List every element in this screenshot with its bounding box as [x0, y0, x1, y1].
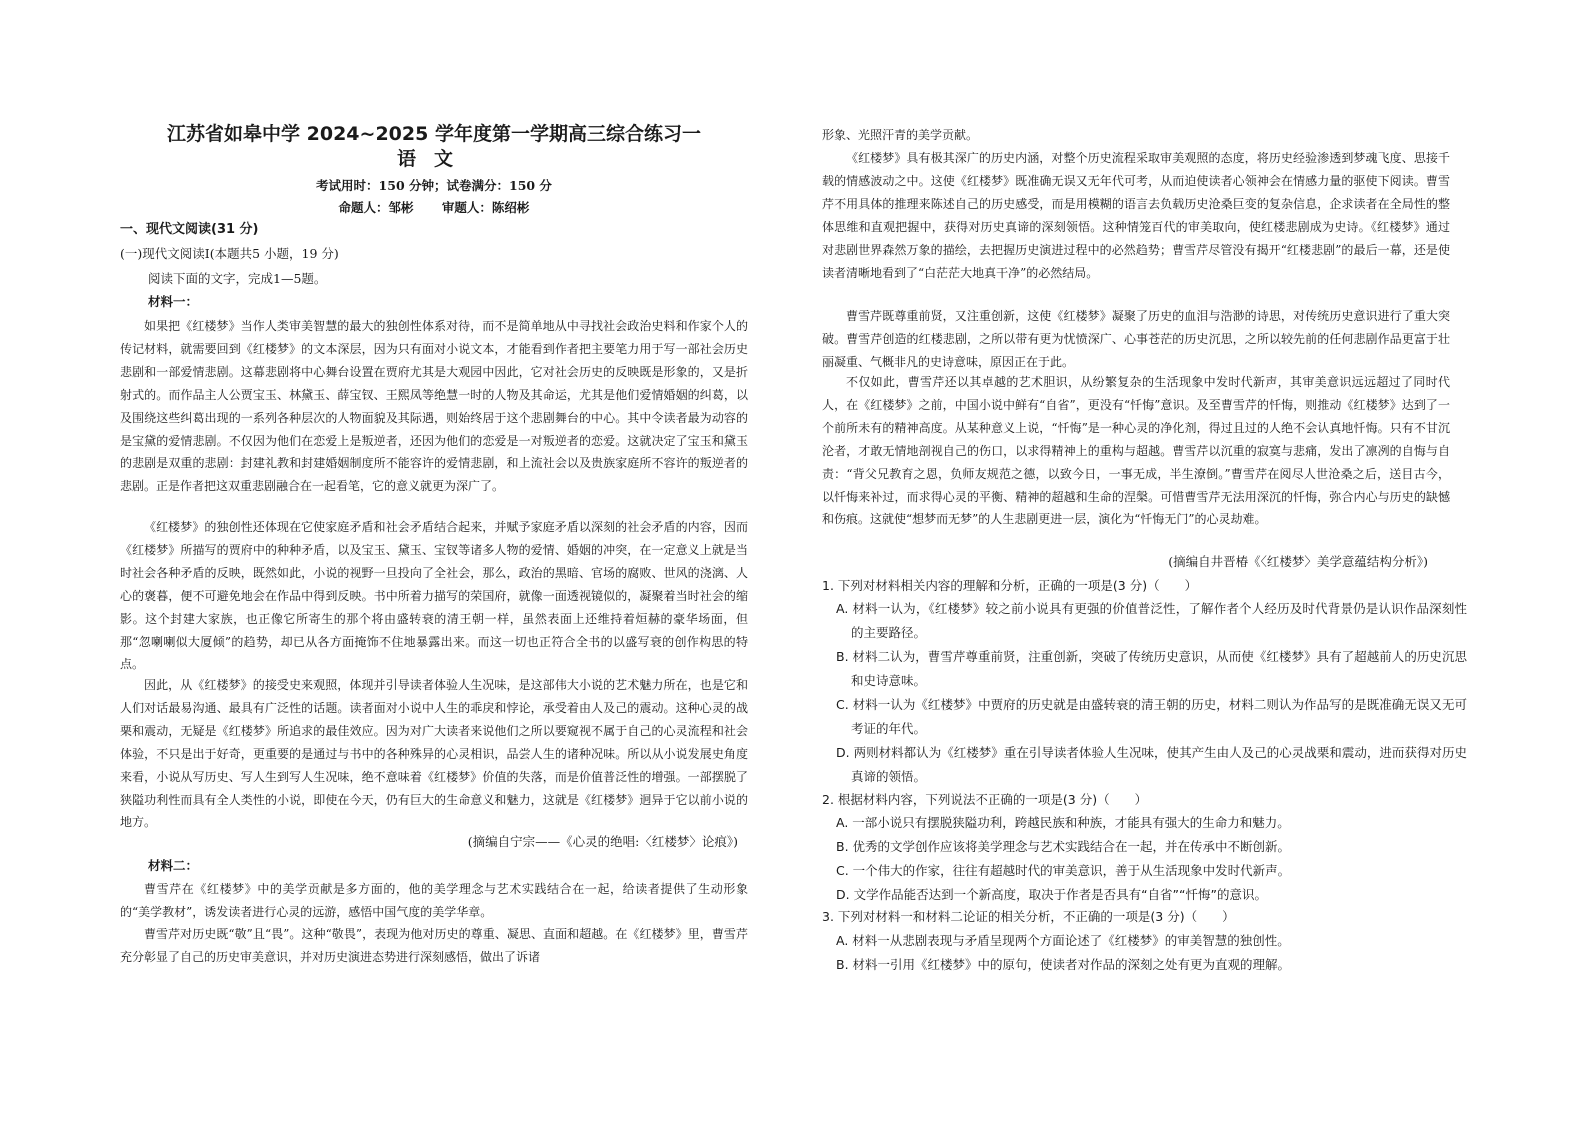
- option-c[interactable]: C. 一个伟大的作家，往往有超越时代的审美意识，善于从生活现象中发时代新声。: [836, 863, 1291, 878]
- exam-info: 考试用时：150 分钟；试卷满分：150 分: [316, 178, 552, 193]
- reading-instruction: 阅读下面的文字，完成1—5题。: [148, 271, 327, 286]
- question-stem: 3. 下列对材料一和材料二论证的相关分析，不正确的一项是(3 分)（ ）: [822, 909, 1235, 924]
- option-a[interactable]: A. 一部小说只有摆脱狭隘功利，跨越民族和种族，才能具有强大的生命力和魅力。: [836, 815, 1290, 830]
- material2-source: (摘编自井晋椿《〈红楼梦〉美学意蕴结构分析》): [1168, 554, 1428, 569]
- material1-paragraph: 《红楼梦》的独创性还体现在它使家庭矛盾和社会矛盾结合起来，并赋予家庭矛盾以深刻的社会矛盾的内容，因而《红楼梦》所描写的贾府中的种种矛盾，以及宝玉、黛玉、宝钗等诸多人物的爱情、婚姻的冲突，在一定意义上就是当时社会各种矛盾的反映，既然如此，小说的视野一旦投向了全社会，那么，政治的黑暗、官场的腐败、世风的浇漓、人心的褒暮，便不可避免地会在作品中得到反映。书中所着力描写的荣国府，就像一面透视镜似的，凝聚着当时社会的缩影。这个封建大家族，也正像它所寄生的那个将由盛转衰的清王朝一样，虽然表面上还维持着烜赫的豪华场面，但那“忽喇喇似大厦倾”的趋势，却已从各方面掩饰不住地暴露出来。而这一切也正符合全书的以盛写衰的创作构思的特点。: [120, 520, 748, 672]
- option-a[interactable]: A. 材料一认为，《红楼梦》较之前小说具有更强的价值普泛性，了解作者个人经历及时代背景仍是认识作品深刻性的主要路径。: [836, 601, 1467, 640]
- subsection-heading: (一)现代文阅读Ⅰ(本题共5 小题，19 分): [120, 246, 339, 261]
- author-label: 命题人：邹彬: [338, 200, 414, 215]
- question-stem: 2. 根据材料内容，下列说法不正确的一项是(3 分)（ ）: [822, 792, 1148, 807]
- material1-paragraph: 因此，从《红楼梦》的接受史来观照，体现并引导读者体验人生况味，是这部伟大小说的艺术魅力所在，也是它和人们对话最易沟通、最具有广泛性的话题。读者面对小说中人生的乖戾和悖论，承受着由人及己的震动。这种心灵的战栗和震动，无疑是《红楼梦》所追求的最佳效应。因为对广大读者来说他们之所以要窥视不属于自己的心灵流程和社会体验，不只是出于好奇，更重要的是通过与书中的各种殊异的心灵相识，品尝人生的诸种况味。所以从小说发展史角度来看，小说从写历史、写人生到写人生况味，绝不意味着《红楼梦》价值的失落，而是价值普泛性的增强。一部摆脱了狭隘功利性而具有全人类性的小说，即使在今天，仍有巨大的生命意义和魅力，这就是《红楼梦》迥异于它以前小说的地方。: [120, 678, 748, 830]
- material2-label: 材料二：: [148, 858, 199, 873]
- reviewer-label: 审题人：陈绍彬: [441, 200, 530, 215]
- material1-label: 材料一：: [148, 294, 199, 309]
- material1-paragraph: 如果把《红楼梦》当作人类审美智慧的最大的独创性体系对待，而不是简单地从中寻找社会政治史料和作家个人的传记材料，就需要回到《红楼梦》的文本深层，因为只有面对小说文本，才能看到作者把主要笔力用于写一部社会历史悲剧和一部爱情悲剧。这幕悲剧将中心舞台设置在贾府尤其是大观园中因此，它对社会历史的反映既是形象的，又是折射式的。而作品主人公贾宝玉、林黛玉、薛宝钗、王熙凤等绝慧一时的人物及其命运，尤其是他们爱情婚姻的纠葛，以及围绕这些纠葛出现的一系列各种层次的人物面貌及其际遇，则始终居于这个悲剧舞台的中心。其中令读者最为动容的是宝黛的爱情悲剧。不仅因为他们在恋爱上是叛逆者，还因为他们的恋爱是一对叛逆者的恋爱。这就决定了宝玉和黛玉的悲剧是双重的悲剧：封建礼教和封建婚姻制度所不能容许的爱情悲剧，和上流社会以及贵族家庭所不容许的叛逆者的悲剧。正是作者把这双重悲剧融合在一起看笔，它的意义就更为深广了。: [120, 319, 748, 494]
- option-b[interactable]: B. 材料二认为，曹雪芹尊重前贤，注重创新，突破了传统历史意识，从而使《红楼梦》具有了超越前人的历史沉思和史诗意味。: [836, 649, 1467, 688]
- option-b[interactable]: B. 优秀的文学创作应该将美学理念与艺术实践结合在一起，并在传承中不断创新。: [836, 839, 1291, 854]
- material2-paragraph: 曹雪芹在《红楼梦》中的美学贡献是多方面的，他的美学理念与艺术实践结合在一起，给读者提供了生动形象的“美学教材”，诱发读者进行心灵的远游，感悟中国气度的美学华章。: [120, 882, 748, 919]
- exam-subject: 语文: [396, 148, 471, 170]
- exam-authors: [120, 199, 748, 217]
- exam-title: 江苏省如皋中学 2024~2025 学年度第一学期高三综合练习一: [167, 123, 701, 145]
- question-stem: 1. 下列对材料相关内容的理解和分析，正确的一项是(3 分)（ ）: [822, 578, 1198, 593]
- material2-paragraph: 《红楼梦》具有极其深广的历史内涵，对整个历史流程采取审美观照的态度，将历史经验渗透到梦魂飞度、思接千载的情感波动之中。这使《红楼梦》既准确无误又无年代可考，从而迫使读者心领神会在情感力量的驱使下阅读。曹雪芹不用具体的推理来陈述自己的历史感受，而是用模糊的语言去负载历史沧桑巨变的复杂信息，企求读者在全局性的整体思维和直观把握中，获得对历史真谛的深刻领悟。这种情笼百代的审美取向，使红楼悲剧成为史诗。《红楼梦》通过对悲剧世界森然万象的描绘，去把握历史演进过程中的必然趋势；曹雪芹尽管没有揭开“红楼悲剧”的最后一幕，还是使读者清晰地看到了“白茫茫大地真干净”的必然结局。: [822, 151, 1450, 280]
- option-d[interactable]: D. 两则材料都认为《红楼梦》重在引导读者体验人生况味，使其产生由人及己的心灵战栗和震动，进而获得对历史真谛的领悟。: [836, 745, 1467, 784]
- option-b[interactable]: B. 材料一引用《红楼梦》中的原句，使读者对作品的深刻之处有更为直观的理解。: [836, 957, 1291, 972]
- option-c[interactable]: C. 材料一认为《红楼梦》中贾府的历史就是由盛转衰的清王朝的历史，材料二则认为作品写的是既准确无误又无可考证的年代。: [836, 697, 1467, 736]
- material2-paragraph: 曹雪芹对历史既“敬”且“畏”。这种“敬畏”，表现为他对历史的尊重、凝思、直面和超越。在《红楼梦》里，曹雪芹充分彰显了自己的历史审美意识，并对历史演进态势进行深刻感悟，做出了诉诸: [120, 927, 748, 964]
- option-d[interactable]: D. 文学作品能否达到一个新高度，取决于作者是否具有“自省”“忏悔”的意识。: [836, 887, 1267, 902]
- material2-paragraph: 曹雪芹既尊重前贤，又注重创新，这使《红楼梦》凝聚了历史的血泪与浩渺的诗思，对传统历史意识进行了重大突破。曹雪芹创造的红楼悲剧，之所以带有更为忧愤深广、心事苍茫的历史沉思，之所以较先前的任何悲剧作品更富于壮丽凝重、气概非凡的史诗意味，原因正在于此。: [822, 309, 1450, 369]
- option-a[interactable]: A. 材料一从悲剧表现与矛盾呈现两个方面论述了《红楼梦》的审美智慧的独创性。: [836, 933, 1290, 948]
- material2-paragraph: 不仅如此，曹雪芹还以其卓越的艺术胆识，从纷繁复杂的生活现象中发时代新声，其审美意识远远超过了同时代人，在《红楼梦》之前，中国小说中鲜有“自省”，更没有“忏悔”意识。及至曹雪芹的忏悔，则推动《红楼梦》达到了一个前所未有的精神高度。从某种意义上说，“忏悔”是一种心灵的净化剂，得过且过的人绝不会认真地忏悔。只有不甘沉沦者，才敢无情地剖视自己的伤口，以求得精神上的重构与超越。曹雪芹以沉重的寂寞与悲痛，发出了凛冽的自悔与自责：“背父兄教育之恩，负师友规范之德，以致今日，一事无成，半生潦倒。”曹雪芹在阅尽人世沧桑之后，送目古今，以忏悔来补过，而求得心灵的平衡、精神的超越和生命的涅槃。可惜曹雪芹无法用深沉的忏悔，弥合内心与历史的缺憾和伤痕。这就使“想梦而无梦”的人生悲剧更进一层，演化为“忏悔无门”的心灵劫难。: [822, 375, 1450, 527]
- material1-source: (摘编自宁宗——《心灵的绝唱:〈红楼梦〉论痕》): [467, 834, 738, 849]
- material2-continuation: 形象、光照汗青的美学贡献。: [822, 128, 979, 142]
- section-heading: 一、现代文阅读(31 分): [120, 222, 259, 237]
